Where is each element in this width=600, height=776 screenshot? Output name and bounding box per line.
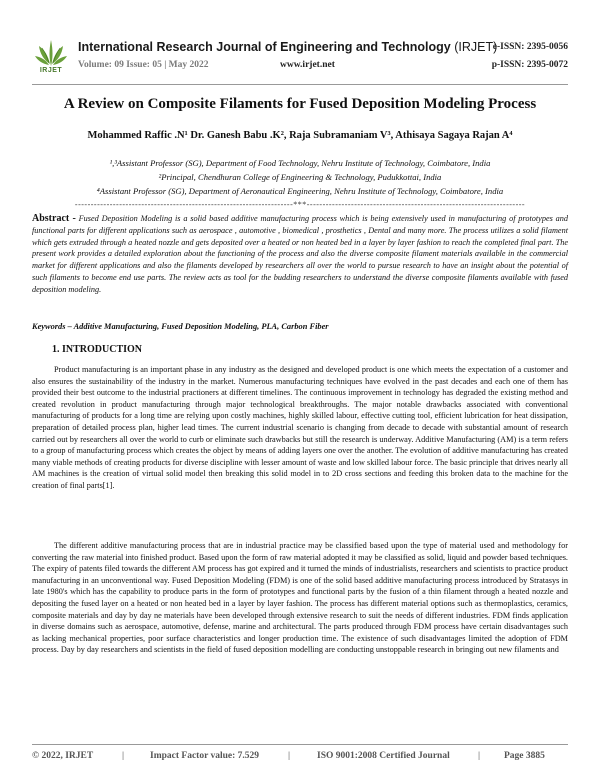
header-divider xyxy=(32,84,568,85)
affiliation-1: ¹,³Assistant Professor (SG), Department of Food Technology, Nehru Institute of Technology, Coimbatore, India xyxy=(109,158,491,168)
journal-abbreviation: (IRJET) xyxy=(454,40,498,54)
page-header xyxy=(32,36,568,80)
affiliation-2: ²Principal, Chendhuran College of Engineering & Technology, Pudukkottai, India xyxy=(158,172,442,182)
footer-iso: ISO 9001:2008 Certified Journal xyxy=(317,751,450,761)
footer-impact-factor: Impact Factor value: 7.529 xyxy=(150,751,260,761)
title-separator: ---------------------------------------------------------------------***--------------------------------------------------------------------- xyxy=(74,200,526,209)
footer-separator: | xyxy=(478,751,481,761)
intro-paragraph-2: The different additive manufacturing process that are in industrial practice may be classified based upon the type of material used and methodology for converting the raw material into finished product. Based upon the form of raw material adopted it may be classified as solid, liquid and powder based techniques. The expiry of patents filed towards the different AM process has got expired and it turned the minds of industrialists, researchers and scientists to practice product manufacturing in an unconventional way. Fused Deposition Modeling (FDM) is one of the solid based additive manufacturing process introduced by Stratasys in late 1980's which has the capability to produce parts in the form of prototypes and functional parts by the fusion of a thin filament through a heated nozzle and depositing the fused layer on a heated or non heated bed in a layer by layer fashion. The process has different material options such as thermoplastics, ceramics, composite materials and day by day ne materials have been developed through extensive research to suit the needs of different industries. FDM finds application in diverse domains such as aerospace, automotive, defense, marine and architectural. The parts produced through FDM process have certain disadvantages such as lacking mechanical properties, poor surface characteristics and longer production time. The existence of such disadvantages limited the adoption of FDM process. Day by day researchers and scientists in the field of fused deposition modelling are conducting unstoppable research in bringing out new filaments and xyxy=(32,541,568,655)
e-issn: e-ISSN: 2395-0056 xyxy=(492,42,568,52)
abstract xyxy=(32,213,568,296)
website-link[interactable]: www.irjet.net xyxy=(280,60,335,70)
footer-divider xyxy=(32,744,568,745)
volume-issue: Volume: 09 Issue: 05 | May 2022 xyxy=(78,60,209,70)
paper-title: A Review on Composite Filaments for Fused Deposition Modeling Process xyxy=(63,96,537,112)
keywords: Keywords – Additive Manufacturing, Fused Deposition Modeling, PLA, Carbon Fiber xyxy=(32,322,329,331)
footer-separator: | xyxy=(122,751,125,761)
abstract-heading: Abstract - xyxy=(32,213,76,224)
footer-copyright: © 2022, IRJET xyxy=(32,751,94,761)
journal-title xyxy=(78,40,497,54)
logo-label: IRJET xyxy=(39,67,63,74)
author-list: Mohammed Raffic .N¹ Dr. Ganesh Babu .K², Raja Subramaniam V³, Athisaya Sagaya Rajan A⁴ xyxy=(87,130,513,141)
journal-name: International Research Journal of Engineering and Technology xyxy=(78,40,451,54)
footer-separator: | xyxy=(288,751,291,761)
affiliation-3: ⁴Assistant Professor (SG), Department of Aeronautical Engineering, Nehru Institute of Technology, Coimbatore, India xyxy=(96,186,504,196)
intro-paragraph-1: Product manufacturing is an important phase in any industry as the designed and developed product is one which meets the expectation of a customer and also ensures the sustainability of the industry in the market. Numerous manufacturing techniques have evolved in the past decades and each one of them has provided their best outcome to the industrial practioners at different timelines. The continuous improvement in technology has degraded the existing method and created revolution in product manufacturing through major technological breakthroughs. The major notable drawbacks associated with conventional manufacturing of products for a long time are relying upon costly machines, highly skilled labour, effective cutting tool, efficient lubrication for heat dissipation, preparation of detailed process plan, higher lead times. The current industrial scenario is changing from decade to decade with substantial amount of research carried out by researchers all over the world to curb or eliminate such drawbacks but still the research is underway. Additive Manufacturing (AM) is a term refers to a group of manufacturing process which creates the object by means of adding layers one over the another. The evolution of additive manufacturing has created many viable methods of creating products for diverse discipline with lesser amount of waste and low skilled labour force. The basic principle that drives nearly all AM machines is the creation of virtual solid model then breaking this solid model in to 2D cross sections and feeding this broken data to the machine for the creation of final parts[1]. xyxy=(32,365,568,490)
section-heading-introduction: 1. INTRODUCTION xyxy=(52,344,143,355)
p-issn: p-ISSN: 2395-0072 xyxy=(491,60,568,70)
footer-page-number: Page 3885 xyxy=(504,751,545,761)
abstract-text: Fused Deposition Modeling is a solid based additive manufacturing process which is being extensively used in manufacturing of prototypes and functional parts for different applications such as aerospace , automotive , biomedical , prosthetics , Dental and many more. The process utilizes a solid filament which gets extruded through a heated nozzle and gets deposited over a heated or non heated bed in a layer by layer fashion to reach the completed final part. The present work provides a detailed exploration about the functioning of the process and also the diverse composite filament materials available in the commercial market for different applications and also the filaments developed by researchers all over the world to pursue research to have an insight about the potential of such filaments to become end use parts. The review acts as tool for the budding researchers to understand the diverse composite filaments available with fused deposition modeling. xyxy=(32,214,569,294)
